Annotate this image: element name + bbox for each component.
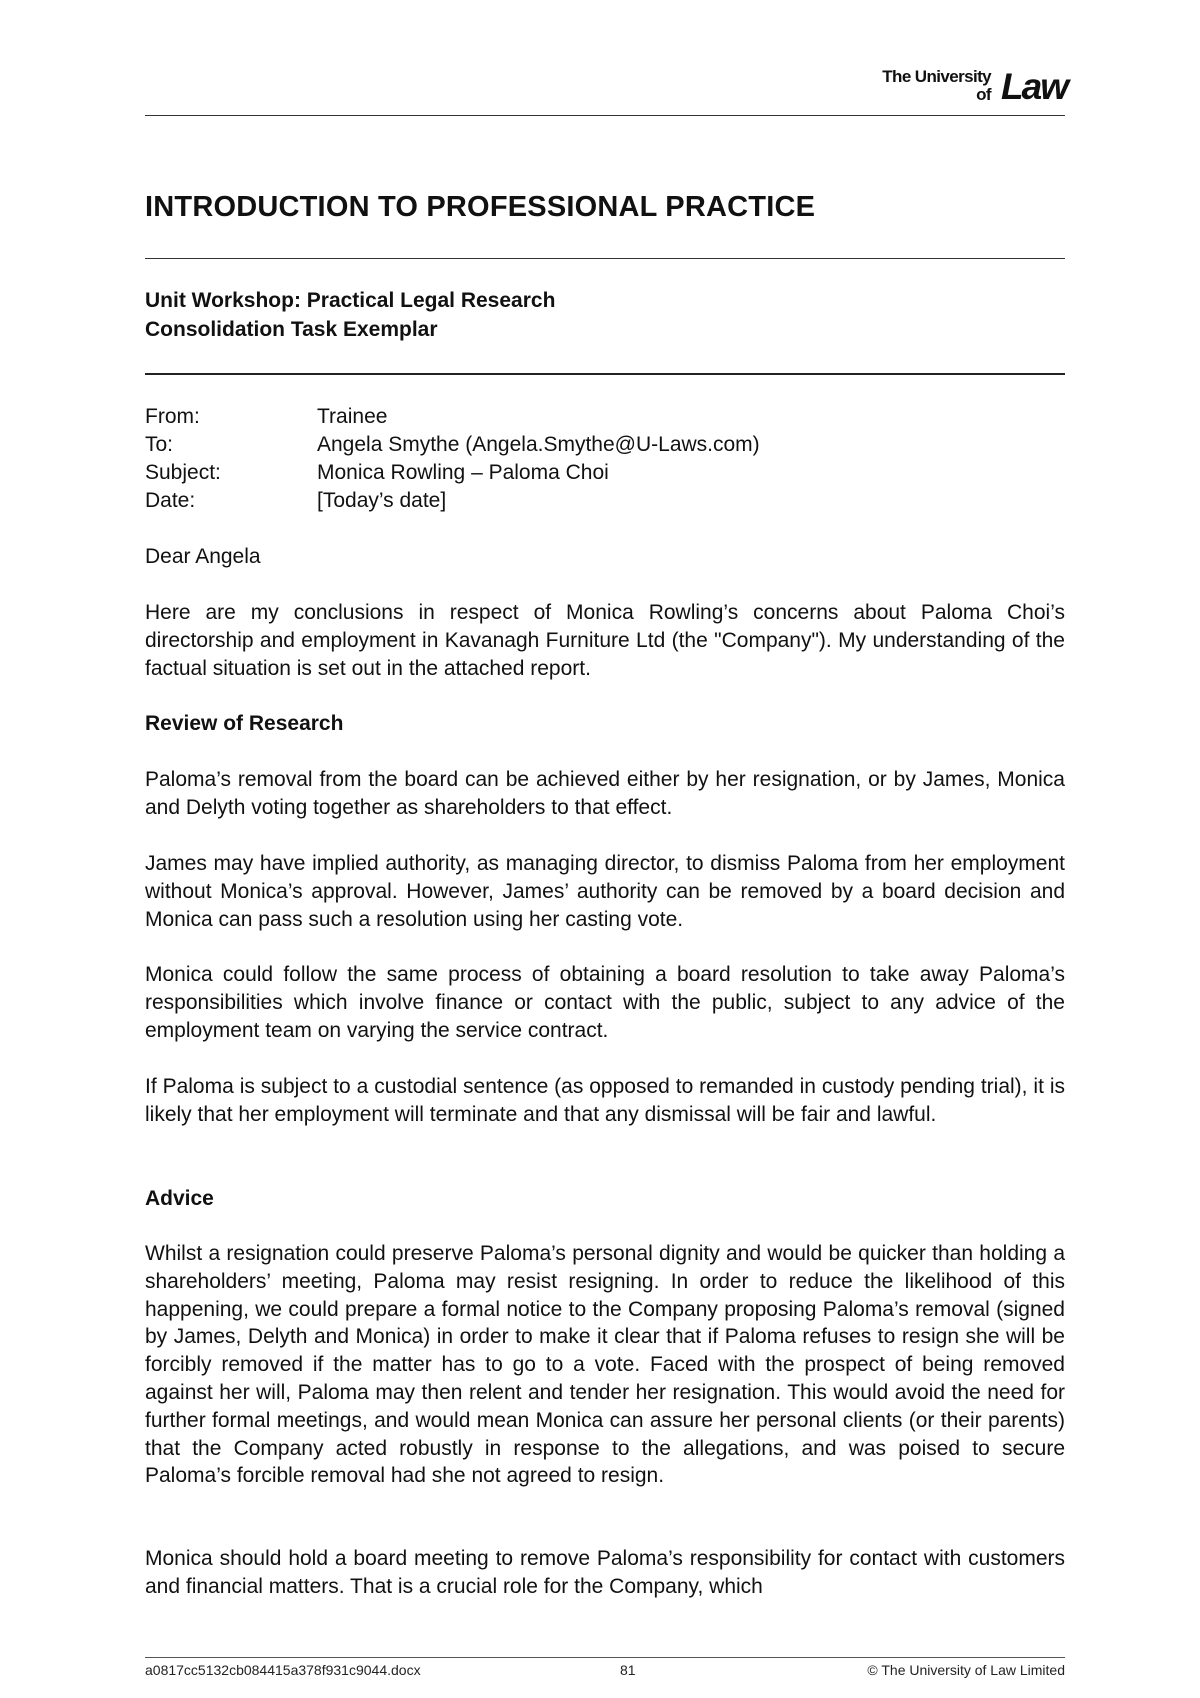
unit-workshop-subtitle: Unit Workshop: Practical Legal Research (145, 289, 556, 312)
header-divider (145, 115, 1065, 116)
review-paragraph-1: Paloma’s removal from the board can be achieved either by her resignation, or by James, Monica and Delyth voting together as shareholders to that effect. (145, 768, 1065, 819)
memo-date-row (145, 487, 760, 515)
memo-to-value: Angela Smythe (Angela.Smythe@U-Laws.com) (317, 433, 760, 456)
document-title: INTRODUCTION TO PROFESSIONAL PRACTICE (145, 191, 816, 223)
footer-copyright: © The University of Law Limited (867, 1662, 1065, 1678)
advice-heading: Advice (145, 1187, 214, 1210)
footer-page-number: 81 (620, 1662, 636, 1678)
memo-subject-row (145, 459, 760, 487)
memo-to-row (145, 431, 760, 459)
review-paragraph-3: Monica could follow the same process of obtaining a board resolution to take away Paloma’s responsibilities which involve finance or contact with the public, subject to any advice of the employment team on varying the service contract. (145, 963, 1065, 1042)
memo-date-label: Date: (145, 489, 196, 512)
logo-text-law: Law (1001, 66, 1067, 107)
logo-text-the-university: The University (882, 67, 991, 86)
memo-subject-label: Subject: (145, 461, 221, 484)
advice-paragraph-2: Monica should hold a board meeting to remove Paloma’s responsibility for contact with customers and financial matters. That is a crucial role for the Company, which (145, 1547, 1065, 1598)
university-of-law-logo (847, 60, 1067, 110)
footer-filename: a0817cc5132cb084415a378f931c9044.docx (145, 1662, 421, 1678)
intro-paragraph: Here are my conclusions in respect of Monica Rowling’s concerns about Paloma Choi’s directorship and employment in Kavanagh Furniture Ltd (the "Company"). My understanding of the factual situation is set out in the attached report. (145, 601, 1065, 680)
memo-header (145, 403, 760, 515)
memo-to-label: To: (145, 433, 174, 456)
exemplar-subtitle: Consolidation Task Exemplar (145, 318, 438, 341)
review-paragraph-4: If Paloma is subject to a custodial sentence (as opposed to remanded in custody pending trial), it is likely that her employment will terminate and that any dismissal will be fair and lawful. (145, 1075, 1065, 1126)
logo-text-of: of (976, 85, 991, 104)
memo-date-value: [Today’s date] (317, 489, 447, 512)
title-divider (145, 258, 1065, 259)
memo-from-label: From: (145, 405, 200, 428)
memo-subject-value: Monica Rowling – Paloma Choi (317, 461, 609, 484)
memo-from-value: Trainee (317, 405, 388, 428)
review-paragraph-2: James may have implied authority, as managing director, to dismiss Paloma from her employment without Monica’s approval. However, James’ authority can be removed by a board decision and Monica can pass such a resolution using her casting vote. (145, 852, 1065, 931)
review-of-research-heading: Review of Research (145, 712, 344, 735)
salutation: Dear Angela (145, 545, 261, 568)
memo-from-row (145, 403, 760, 431)
subtitle-divider (145, 373, 1065, 375)
advice-paragraph-1: Whilst a resignation could preserve Paloma’s personal dignity and would be quicker than holding a shareholders’ meeting, Paloma may resist resigning. In order to reduce the likelihood of this happening, we could prepare a formal notice to the Company proposing Paloma’s removal (signed by James, Delyth and Monica) in order to make it clear that if Paloma refuses to resign she will be forcibly removed if the matter has to go to a vote. Faced with the prospect of being removed against her will, Paloma may then relent and tender her resignation. This would avoid the need for further formal meetings, and would mean Monica can assure her personal clients (or their parents) that the Company acted robustly in response to the allegations, and was poised to secure Paloma’s forcible removal had she not agreed to resign. (145, 1242, 1065, 1488)
footer-divider (145, 1657, 1065, 1658)
